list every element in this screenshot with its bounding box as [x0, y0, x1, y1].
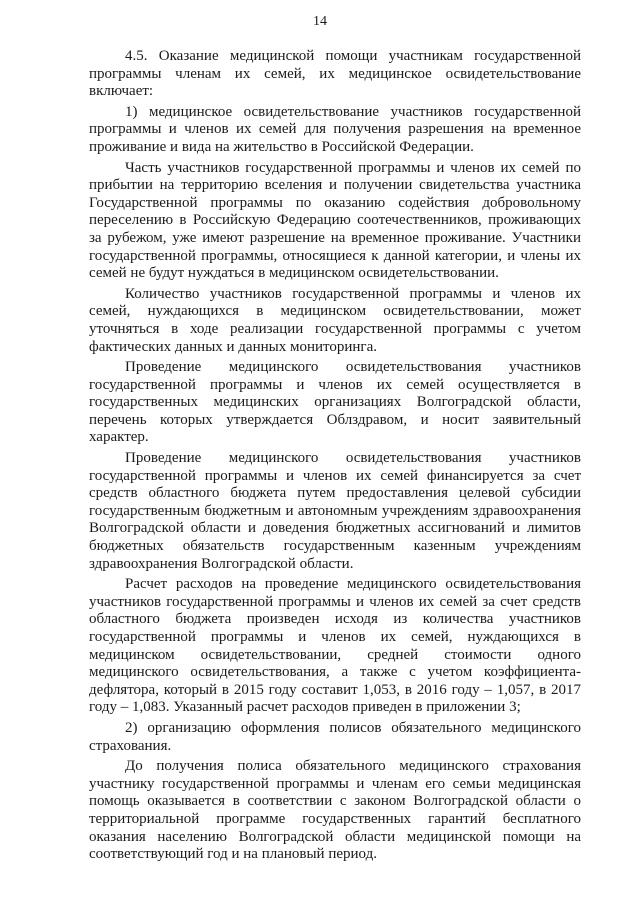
document-body	[89, 48, 581, 864]
paragraph-cost-calculation: Расчет расходов на проведение медицинского освидетельствования участников государственной программы и членов их семей за счет средств областного бюджета произведен исходя из количества участников государственной программы и членов их семей, нуждающихся в медицинском освидетельствовании, средней стоимости одного медицинского освидетельствования, а также с учетом коэффициента-дефлятора, который в 2015 году составит 1,053, в 2016 году – 1,057, в 2017 году – 1,083. Указанный расчет расходов приведен в приложении 3;	[89, 576, 581, 716]
paragraph-examination-organizations: Проведение медицинского освидетельствования участников государственной программы и членов их семей осуществляется в государственных медицинских организациях Волгоградской области, перечень которых утверждается Облздравом, и носит заявительный характер.	[89, 359, 581, 446]
page-number: 14	[313, 14, 327, 29]
paragraph-section-4-5-heading: 4.5. Оказание медицинской помощи участникам государственной программы членам их семей, их медицинское освидетельствование включает:	[89, 48, 581, 100]
paragraph-item-2-insurance-policies: 2) организацию оформления полисов обязательного медицинского страхования.	[89, 719, 581, 754]
paragraph-participant-count: Количество участников государственной программы и членов их семей, нуждающихся в медицинском освидетельствовании, может уточняться в ходе реализации государственной программы с учетом фактических данных и данных мониторинга.	[89, 285, 581, 355]
paragraph-residence-permit-holders: Часть участников государственной программы и членов их семей по прибытии на территорию вселения и получении свидетельства участника Государственной программы по оказанию содействия добровольному переселению в Российскую Федерацию соотечественников, проживающих за рубежом, уже имеют разрешение на временное проживание. Участники государственной программы, относящиеся к данной категории, и члены их семей не будут нуждаться в медицинском освидетельствовании.	[89, 159, 581, 282]
paragraph-item-1-medical-examination: 1) медицинское освидетельствование участников государственной программы и членов их семей для получения разрешения на временное проживание и вида на жительство в Российской Федерации.	[89, 103, 581, 155]
paragraph-examination-financing: Проведение медицинского освидетельствования участников государственной программы и членов их семей финансируется за счет средств областного бюджета путем предоставления целевой субсидии государственным бюджетным и автономным учреждениям здравоохранения Волгоградской области и доведения бюджетных ассигнований и лимитов бюджетных обязательств государственным казенным учреждениям здравоохранения Волгоградской области.	[89, 450, 581, 572]
paragraph-care-before-policy: До получения полиса обязательного медицинского страхования участнику государственной программы и членам его семьи медицинская помощь оказывается в соответствии с законом Волгоградской области о территориальной программе государственных гарантий бесплатного оказания населению Волгоградской области медицинской помощи на соответствующий год и на плановый период.	[89, 758, 581, 863]
